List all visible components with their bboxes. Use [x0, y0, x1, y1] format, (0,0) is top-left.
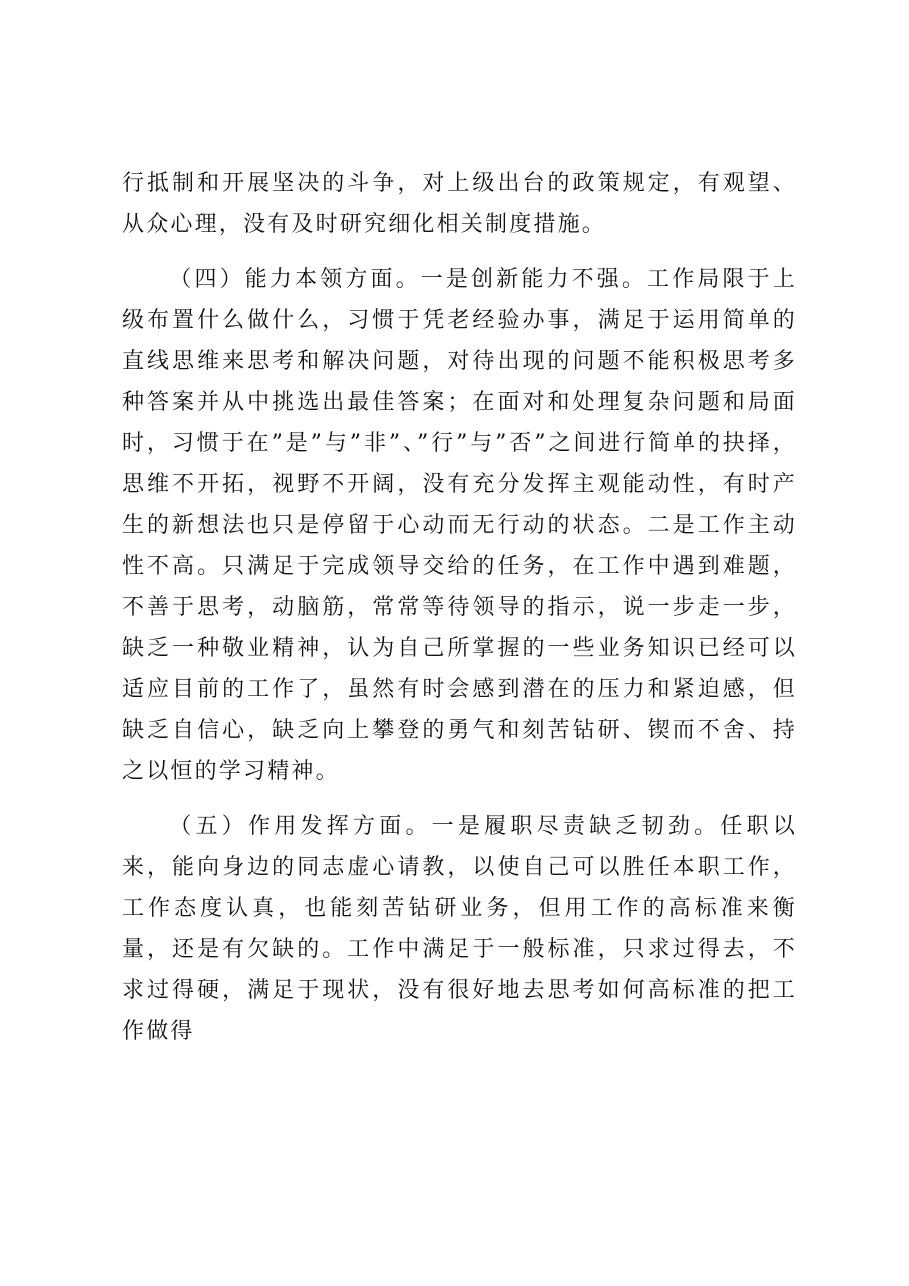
- paragraph-role-performance: （五）作用发挥方面。一是履职尽责缺乏韧劲。任职以来，能向身边的同志虚心请教，以使自己可以胜任本职工作，工作态度认真，也能刻苦钻研业务，但用工作的高标准来衡量，还是有欠缺的。工作中满足于一般标准，只求过得去，不求过得硬，满足于现状，没有很好地去思考如何高标准的把工作做得: [122, 814, 797, 1044]
- paragraph-ability-skills: （四）能力本领方面。一是创新能力不强。工作局限于上级布置什么做什么，习惯于凭老经验办事，满足于运用简单的直线思维来思考和解决问题，对待出现的问题不能积极思考多种答案并从中挑选出最佳答案；在面对和处理复杂问题和局面时，习惯于在”是”与”非”、”行”与”否”之间进行简单的抉择，思维不开拓，视野不开阔，没有充分发挥主观能动性，有时产生的新想法也只是停留于心动而无行动的状态。二是工作主动性不高。只满足于完成领导交给的任务，在工作中遇到难题，不善于思考，动脑筋，常常等待领导的指示，说一步走一步，缺乏一种敬业精神，认为自己所掌握的一些业务知识已经可以适应目前的工作了，虽然有时会感到潜在的压力和紧迫感，但缺乏自信心，缺乏向上攀登的勇气和刻苦钻研、锲而不舍、持之以恒的学习精神。: [122, 267, 797, 784]
- paragraph-continuation: 行抵制和开展坚决的斗争，对上级出台的政策规定，有观望、从众心理，没有及时研究细化相关制度措施。: [122, 171, 797, 237]
- document-body: [122, 163, 797, 1052]
